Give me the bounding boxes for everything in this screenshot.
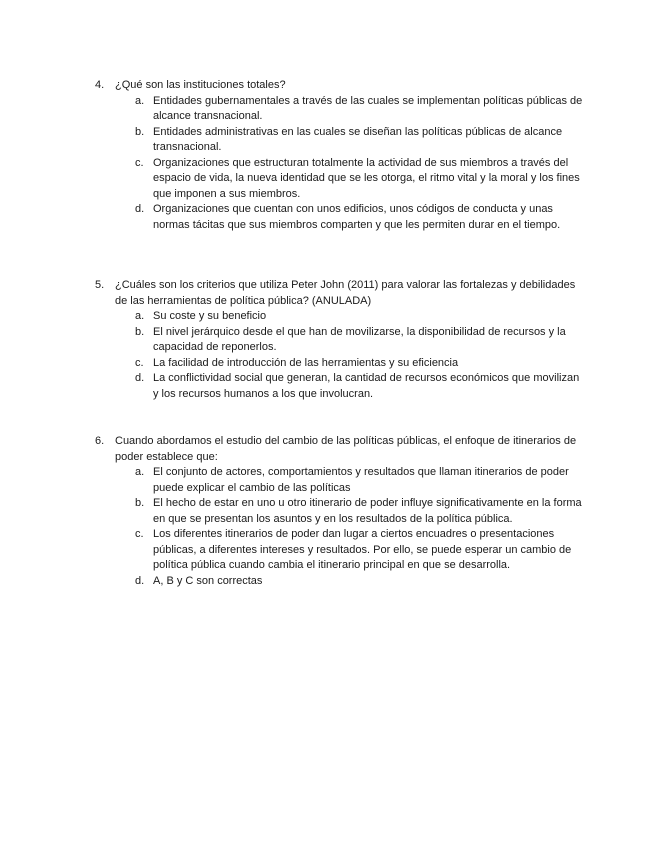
option-list	[95, 465, 585, 589]
question-number: 6.	[95, 435, 105, 447]
option-d	[95, 202, 585, 233]
option-c	[95, 527, 585, 574]
option-text: El nivel jerárquico desde el que han de movilizarse, la disponibilidad de recursos y la capacidad de reponerlos.	[153, 325, 566, 353]
option-text: Organizaciones que cuentan con unos edificios, unos códigos de conducta y unas normas tácitas que sus miembros comparten y que les permiten durar en el tiempo.	[153, 203, 561, 231]
option-text: La facilidad de introducción de las herramientas y su eficiencia	[153, 356, 459, 369]
option-text: Organizaciones que estructuran totalmente la actividad de sus miembros a través del espacio de vida, la nueva identidad que se les otorga, el ritmo vital y la moral y los fines que imponen a sus miembros.	[153, 156, 580, 200]
question-6	[95, 434, 585, 589]
option-b	[95, 125, 585, 156]
option-letter: d.	[135, 574, 145, 587]
option-text: El hecho de estar en uno u otro itinerario de poder influye significativamente en la forma en que se presentan los asuntos y en los resultados de la política pública.	[153, 497, 582, 525]
option-letter: b.	[135, 325, 145, 338]
option-c	[95, 156, 585, 203]
option-text: El conjunto de actores, comportamientos y resultados que llaman itinerarios de poder puede explicar el cambio de las políticas	[153, 466, 569, 494]
option-letter: d.	[135, 372, 145, 384]
option-letter: b.	[135, 125, 145, 138]
option-d	[95, 371, 585, 402]
question-number: 4.	[95, 79, 105, 91]
question-text: ¿Cuáles son los criterios que utiliza Peter John (2011) para valorar las fortalezas y debilidades de las herramientas de política pública? (ANULADA)	[115, 279, 576, 307]
option-list	[95, 94, 585, 234]
option-text: Su coste y su beneficio	[153, 310, 267, 322]
option-letter: c.	[135, 156, 144, 169]
question-text: ¿Qué son las instituciones totales?	[115, 79, 286, 91]
option-text: Entidades gubernamentales a través de las cuales se implementan políticas públicas de alcance transnacional.	[153, 94, 583, 122]
option-letter: b.	[135, 497, 145, 509]
option-letter: c.	[135, 356, 144, 369]
option-letter: a.	[135, 310, 145, 322]
option-letter: d.	[135, 203, 145, 215]
option-b	[95, 496, 585, 527]
question-text: Cuando abordamos el estudio del cambio de las políticas públicas, el enfoque de itinerarios de poder establece que:	[115, 435, 577, 463]
option-b	[95, 325, 585, 356]
option-a	[95, 94, 585, 125]
question-stem	[95, 278, 585, 309]
option-letter: a.	[135, 94, 145, 107]
option-text: La conflictividad social que generan, la cantidad de recursos económicos que movilizan y los recursos humanos a los que involucran.	[153, 372, 580, 400]
option-text: Los diferentes itinerarios de poder dan lugar a ciertos encuadres o presentaciones públicas, a diferentes intereses y resultados. Por ello, se puede esperar un cambio de política pública cuando cambia el itinerario principal en que se desarrolla.	[153, 528, 572, 571]
option-letter: c.	[135, 528, 144, 540]
option-text: A, B y C son correctas	[153, 574, 263, 587]
question-number: 5.	[95, 279, 105, 291]
option-a	[95, 465, 585, 496]
question-5	[95, 278, 585, 402]
option-letter: a.	[135, 466, 145, 478]
option-a	[95, 309, 585, 325]
option-c	[95, 356, 585, 372]
option-list	[95, 309, 585, 402]
question-4	[95, 78, 585, 233]
option-text: Entidades administrativas en las cuales se diseñan las políticas públicas de alcance transnacional.	[153, 125, 563, 153]
question-stem	[95, 434, 585, 465]
option-d	[95, 574, 585, 590]
question-stem	[95, 78, 585, 94]
